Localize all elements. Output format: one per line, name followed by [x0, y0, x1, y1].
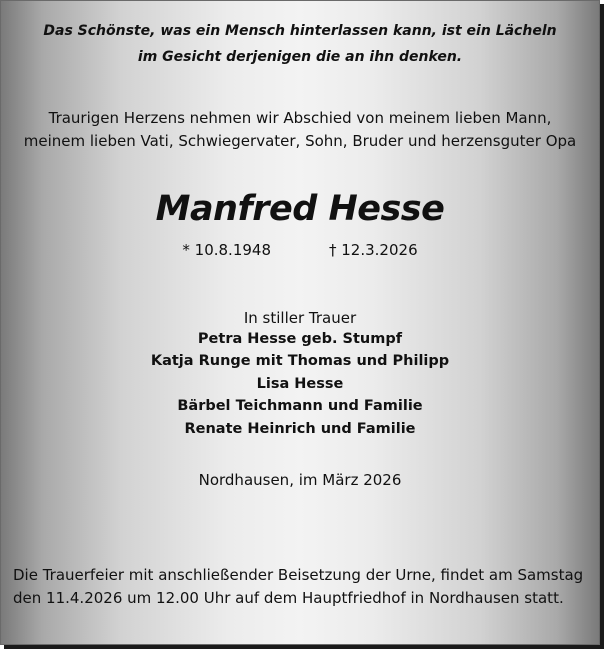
death-date: † 12.3.2026	[329, 241, 418, 259]
frame-shadow-bottom	[4, 645, 604, 649]
funeral-notice-line-2: den 11.4.2026 um 12.00 Uhr auf dem Hauptfriedhof in Nordhausen statt.	[13, 589, 564, 607]
mourner-name: Petra Hesse geb. Stumpf	[197, 331, 403, 347]
funeral-notice-line-1: Die Trauerfeier mit anschließender Beisetzung der Urne, findet am Samstag	[13, 566, 584, 584]
deceased-name: Manfred Hesse	[155, 189, 445, 229]
birth-date: * 10.8.1948	[182, 241, 271, 259]
mourner-name: Bärbel Teichmann und Familie	[177, 398, 423, 414]
life-dates	[1, 241, 599, 259]
mourning-heading: In stiller Trauer	[243, 309, 357, 327]
intro-line-2: meinem lieben Vati, Schwiegervater, Sohn, Bruder und herzensguter Opa	[23, 132, 577, 150]
mourner-name: Katja Runge mit Thomas und Philipp	[150, 353, 450, 369]
mourner-name: Renate Heinrich und Familie	[184, 421, 416, 437]
mourner-name: Lisa Hesse	[256, 376, 344, 392]
motto-line-2: im Gesicht derjenigen die an ihn denken.	[137, 49, 463, 65]
motto-line-1: Das Schönste, was ein Mensch hinterlassen kann, ist ein Lächeln	[43, 23, 557, 39]
intro-line-1: Traurigen Herzens nehmen wir Abschied von meinem lieben Mann,	[48, 109, 552, 127]
frame-shadow-right	[600, 4, 604, 649]
place-date: Nordhausen, im März 2026	[198, 471, 402, 489]
